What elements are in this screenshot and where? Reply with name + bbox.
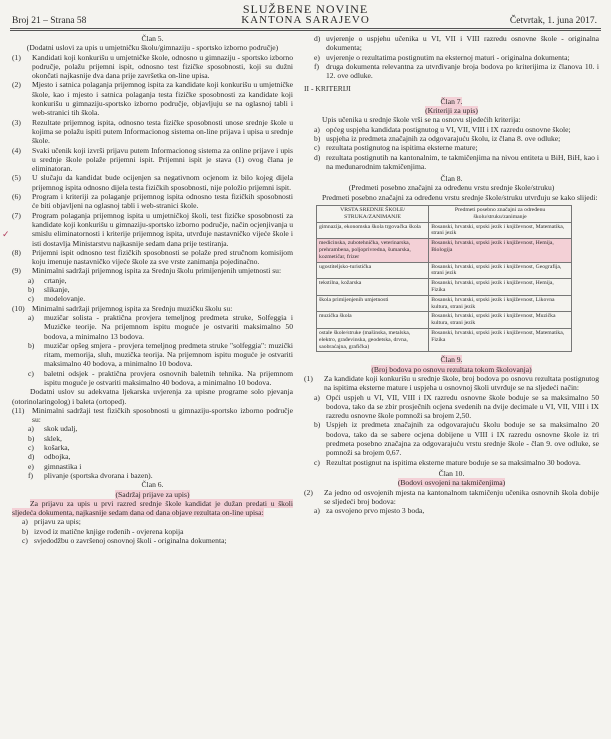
sub-item-letter: a) — [314, 506, 320, 516]
sub-item — [304, 34, 599, 53]
article-8-title: Član 8. — [440, 174, 463, 184]
table-cell: Bosanski, hrvatski, srpski jezik i književnost, Muzička kultura, strani jezik — [429, 312, 572, 329]
sub-item — [12, 424, 293, 433]
article-10-subtitle: (Bodovi osvojeni na takmičenjima) — [397, 478, 506, 488]
sub-item-text: uvjerenje o uspjehu učenika u VI, VII i VIII razredu osnovne škole - originalna dokumenta; — [326, 34, 599, 53]
sub-item — [12, 443, 293, 452]
item-number: (3) — [12, 117, 21, 127]
item-number: (8) — [12, 247, 21, 257]
sub-item-text: uspjeha iz predmeta značajnih za odgovarajuću školu, iz člana 8. ove odluke; — [326, 133, 561, 143]
sub-item-text: slikanje, — [44, 285, 70, 295]
table-cell: Bosanski, hrvatski, srpski jezik i književnost, Matematika, Fizika — [429, 329, 572, 352]
sub-item-text: sklek, — [44, 433, 62, 443]
sub-item-text: Rezultat postignut na ispitima eksterne mature boduje se sa maksimalno 30 bodova. — [326, 457, 581, 467]
table-row — [317, 329, 572, 352]
sub-item-letter: b) — [28, 285, 35, 295]
sub-item-letter: d) — [314, 152, 321, 162]
sub-item-letter: f) — [28, 470, 34, 480]
article-5-subtitle: (Dodatni uslovi za upis u umjetničku školu/gimnaziju - sportsko izborno područje) — [26, 43, 279, 53]
article-7-subtitle: (Kriteriji za upis) — [425, 106, 478, 116]
table-header-row — [317, 206, 572, 223]
sub-item — [12, 313, 293, 341]
sub-item-letter: a) — [314, 392, 320, 402]
issue-number: Broj 21 – Strana 58 — [12, 16, 87, 26]
sub-item-text: općeg uspjeha kandidata postignutog u VI, VII, VIII i IX razredu osnovne škole; — [326, 124, 571, 134]
table-row — [317, 222, 572, 239]
article-5-title: Član 5. — [141, 34, 164, 43]
header-rule-2 — [10, 30, 601, 31]
sub-item-letter: e) — [28, 461, 34, 471]
sub-item-letter: a) — [28, 275, 34, 285]
sub-item-letter: f) — [314, 61, 320, 71]
item-number: (5) — [12, 173, 21, 183]
sub-item — [12, 294, 293, 303]
sub-item-text: rezultata postignutog na ispitima eksterne mature; — [326, 143, 478, 153]
sub-item-text: prijavu za upis; — [34, 517, 81, 527]
ballet-note: Dodatni uslov su adekvatna ljekarska uvjerenja za upisne programe solo pjevanja (otorinolaringolog) i baleta (ortoped). — [12, 387, 293, 406]
column-header: VRSTA SREDNJE ŠKOLE/ STRUKA/ZANIMANJE — [317, 206, 429, 223]
item-text: Mjesto i satnica polaganja prijemnog ispita za kandidate koji konkurišu u umjetničke škole, kao i mjesto i satnica polaganja testa fizičke sposobnosti za kandidate koji konkurišu u gimnaziju-sportsko izborno područje, objavljuju se na oglasnoj tabli i web-stranici tih škola. — [32, 80, 293, 118]
sub-item — [12, 471, 293, 480]
article-6-intro: Za prijavu za upis u prvi razred srednje škole kandidat je dužan predati u školi sljedeća dokumenta, najkasnije sedam dana od dana objave rezultata on-line upisa: — [12, 498, 293, 518]
sub-item — [12, 369, 293, 388]
sub-item-text: modelovanje. — [44, 294, 86, 304]
sub-item-letter: d) — [314, 34, 321, 43]
sub-item-text: gimnastika i — [44, 461, 82, 471]
section-heading: II - KRITERIJI — [304, 84, 351, 94]
sub-item — [304, 134, 599, 143]
table-cell: škola primijenjenih umjetnosti — [317, 295, 429, 312]
list-item — [12, 118, 293, 146]
sub-item — [304, 62, 599, 81]
sub-item-text: uvjerenje o rezultatima postignutim na eksternoj maturi - originalna dokumenta; — [326, 52, 570, 62]
item-text: Za kandidate koji konkurišu u srednje škole, broj bodova po osnovu rezultata postignutog na ispitima eksterne mature i uspjeha u osnovnoj školi utvrđuje se na sljedeći način: — [324, 373, 599, 393]
sub-item-text: plivanje (sportska dvorana i bazen). — [44, 470, 153, 480]
column-header: Predmeti posebno značajni za određenu školu/struku/zanimanje — [429, 206, 572, 223]
item-number: (6) — [12, 192, 21, 202]
sub-item — [304, 153, 599, 172]
sub-item — [304, 420, 599, 457]
list-item — [12, 192, 293, 211]
list-item — [12, 406, 293, 425]
sub-item — [12, 517, 293, 526]
list-item — [12, 53, 293, 81]
table-row — [317, 295, 572, 312]
sub-item-text: Uspjeh iz predmeta značajnih za odgovarajuću školu boduje se sa maksimalno 20 bodova, tako da se sabere ocjena dobijene u VIII i IX razredu osnovne škole iz tri predmeta posebno značajna za odgovarajuću vrstu srednje škole - član 9. ove odluke, se pomnoži sa brojem 0,67. — [326, 420, 599, 458]
table-cell: muzička škola — [317, 312, 429, 329]
item-text: U slučaju da kandidat bude ocijenjen sa negativnom ocjenom iz bilo kojeg dijela prijemnog ispita odnosno dijela testa fizičkih sposobnosti, nije položio prijemni ispit. — [32, 173, 293, 192]
canton-name: KANTONA SARAJEVO — [241, 14, 370, 26]
sub-item-letter: c) — [314, 143, 320, 153]
margin-check-mark: ✓ — [2, 229, 10, 239]
table-row — [317, 262, 572, 279]
sub-item-letter: b) — [22, 526, 29, 536]
list-item — [12, 211, 293, 248]
table-cell: ostale škole/struke (mašinska, metalska, elektro, građevinska, geodetska, drvna, saobraćajna, grafička) — [317, 329, 429, 352]
article-10-title: Član 10. — [438, 468, 465, 478]
sub-item — [304, 506, 599, 515]
sub-item-text: odbojka, — [44, 452, 71, 462]
list-item — [12, 80, 293, 117]
item-text: Minimalni sadržaji prijemnog ispita za Srednju muzičku školu su: — [32, 303, 233, 313]
sub-item-letter: b) — [28, 433, 35, 443]
sub-item-letter: c) — [28, 443, 34, 453]
sub-item-text: crtanje, — [44, 275, 67, 285]
item-number: (9) — [12, 266, 21, 276]
article-8-intro: Predmeti posebno značajni za određenu vrstu srednje škole/struku utvrđuju se kako slijedi: — [322, 192, 598, 202]
sub-item-letter: c) — [28, 294, 34, 304]
item-number: (2) — [304, 487, 313, 497]
sub-item — [12, 536, 293, 545]
sub-item-text: za osvojeno prvo mjesto 3 boda, — [326, 506, 425, 516]
table-row — [317, 239, 572, 262]
table-row — [317, 279, 572, 296]
item-text: Minimalni sadržaji test fizičkih sposobnosti u gimnaziju-sportsko izborno područje su: — [32, 405, 293, 425]
item-number: (1) — [12, 52, 21, 62]
table-cell: medicinska, zubotehnička, veterinarska, prehrambena, poljoprivredna, šumarska, kozmetičar, frizer — [317, 239, 429, 262]
item-number: (2) — [12, 80, 21, 90]
sub-item-text: rezultata postignutih na kantonalnim, te takmičenjima na nivou entiteta u BiH, BiH, kao i na međunarodnim takmičenjima. — [326, 152, 599, 171]
sub-item-text: muzičar opšeg smjera - provjera temeljnog predmeta struke "solfeggia": muzički ritam, memorija, sluh, muzička teorija. Na prijemnom ispitu moguće je ostvariti maksimalno 40 bodova, a minimalno 10 bodova. — [44, 340, 293, 369]
subjects-table — [316, 205, 572, 352]
item-text: Kandidati koji konkurišu u umjetničke škole, odnosno u gimnaziju - sportsko izborno područje, polažu prijemni ispit, odnosno test fizičke sposobnosti, koji su dužni okončati najkasnije dva dana prije završetka on-line upisa. — [32, 52, 293, 81]
list-item — [12, 248, 293, 267]
sub-item — [304, 53, 599, 62]
table-cell: ugostiteljsko-turistička — [317, 262, 429, 279]
item-number: (4) — [12, 145, 21, 155]
table-cell: Bosanski, hrvatski, srpski jezik i književnost, Matematika, strani jezik — [429, 222, 572, 239]
sub-item — [12, 276, 293, 285]
sub-item — [12, 462, 293, 471]
list-item — [12, 173, 293, 192]
sub-item-letter: c) — [22, 536, 28, 546]
sub-item-text: skok udalj, — [44, 424, 78, 434]
header-rule — [10, 28, 601, 29]
article-6-title: Član 6. — [141, 480, 164, 490]
sub-item — [304, 143, 599, 152]
sub-item-text: svjedodžbu o završenoj osnovnoj školi - originalna dokumenta; — [34, 536, 227, 546]
item-number: (10) — [12, 303, 25, 313]
table-cell: Bosanski, hrvatski, srpski jezik i književnost, Hemija, Biologija — [429, 239, 572, 262]
right-column — [304, 34, 599, 515]
sub-item — [12, 452, 293, 461]
sub-item-text: muzičar solista - praktična provjera temeljnog predmeta struke, Solfeggia i Muzičke teorije. Na prijemnom ispitu moguće je ostvariti maksimalno 50 bodova, a minimalno 13 bodova. — [44, 312, 293, 341]
list-item — [304, 488, 599, 507]
sub-item — [304, 393, 599, 421]
item-text: Program polaganja prijemnog ispita u umjetničkoj školi, test fizičke sposobnosti za kandidate koji konkurišu u gimnaziju-sportsko izborno područje, način ocjenjivanja u smislu eliminatornosti i kriterije prijemnog ispita, utvrđuje nastavničko vijeće škole i isti dostavlja Ministarstvu najkasnije sedam dana prije testiranja. — [32, 210, 293, 248]
item-text: Prijemni ispit odnosno test fizičkih sposobnosti se polaže pred stručnom komisijom koju imenuje nastavničko vijeće škole za sve vrste zanimanja pojedinačno. — [32, 247, 293, 267]
sub-item-letter: c) — [28, 368, 34, 378]
table-cell: Bosanski, hrvatski, srpski jezik i književnost, Geografija, strani jezik — [429, 262, 572, 279]
table-row — [317, 312, 572, 329]
sub-item-letter: d) — [28, 452, 35, 462]
sub-item — [304, 125, 599, 134]
sub-item-text: Opći uspjeh u VI, VII, VIII i IX razredu osnovne škole boduje se sa maksimalno 50 bodova, tako da se zbir prosječnih ocjena svedenih na dvije decimale u VI, VII, VIII i IX razredu osnovne škole pomnoži sa brojem 2,50. — [326, 392, 599, 421]
list-item — [12, 266, 293, 275]
article-7-title: Član 7. — [440, 96, 463, 106]
sub-item-text: izvod iz matične knjige rođenih - ovjerena kopija — [34, 526, 184, 536]
sub-item-letter: b) — [314, 420, 321, 430]
list-item — [12, 304, 293, 313]
sub-item — [12, 341, 293, 369]
sub-item — [12, 285, 293, 294]
issue-date: Četvrtak, 1. juna 2017. — [509, 16, 597, 26]
table-cell: Bosanski, hrvatski, srpski jezik i književnost, Likovna kultura, strani jezik — [429, 295, 572, 312]
table-cell: Bosanski, hrvatski, srpski jezik i književnost, Hemija, Fizika — [429, 279, 572, 296]
sub-item-letter: a) — [314, 124, 320, 134]
item-text: Rezultate prijemnog ispita, odnosno testa fizičke sposobnosti unose srednje škole u kojima se polažu ispiti putem Informacionog sistema on-line prijava i upisa u srednje škole. — [32, 117, 293, 146]
left-column — [12, 34, 293, 545]
sub-item — [12, 527, 293, 536]
sub-item-letter: b) — [28, 340, 35, 350]
sub-item-letter: a) — [22, 517, 28, 527]
item-number: (11) — [12, 405, 25, 415]
sub-item-letter: a) — [28, 424, 34, 434]
sub-item-text: baletni odsjek - praktična provjera osnovnih baletnih tehnika. Na prijemnom ispitu moguće je ostvariti maksimalno 40 bodova, a minimalno 10 bodova. — [44, 368, 293, 387]
article-9-title: Član 9. — [440, 355, 463, 365]
sub-item-letter: a) — [28, 312, 34, 322]
article-8-subtitle: (Predmeti posebno značajni za određenu vrstu srednje škole/struku) — [348, 183, 555, 193]
item-number: (1) — [304, 373, 313, 383]
table-cell: tekstilna, kožarska — [317, 279, 429, 296]
sub-item-text: druga dokumenta relevantna za utvrđivanje broja bodova po kriterijima iz članova 10. i 12. ove odluke. — [326, 61, 599, 81]
item-text: Za jedno od osvojenih mjesta na kantonalnom takmičenju učenika osnovnih škola dobije se sljedeći broj bodova: — [324, 487, 599, 506]
item-text: Svaki učenik koji izvrši prijavu putem Informacionog sistema za online prijave i upis u srednje škole polaže prijemni ispit. Prijemni ispit je stava (1) ovog člana je eliminatoran. — [32, 145, 293, 174]
list-item — [304, 374, 599, 393]
article-7-intro: Upis učenika u srednje škole vrši se na osnovu sljedećih kriterija: — [322, 115, 521, 125]
sub-item-letter: e) — [314, 52, 320, 62]
item-number: (7) — [12, 210, 21, 220]
list-item — [12, 146, 293, 174]
sub-item — [304, 458, 599, 467]
newspaper-title: SLUŽBENE NOVINE — [242, 2, 369, 16]
sub-item-letter: b) — [314, 133, 321, 143]
item-text: Program i kriteriji za polaganje prijemnog ispita odnosno testa fizičkih sposobnosti će biti objavljeni na oglasnoj tabli i web-stranici škole. — [32, 192, 293, 211]
item-text: Minimalni sadržaji prijemnog ispita za Srednju školu primijenjenih umjetnosti su: — [32, 266, 282, 276]
sub-item-text: košarka, — [44, 443, 70, 453]
table-cell: gimnazija, ekonomska škola trgovačka škola — [317, 222, 429, 239]
sub-item — [12, 434, 293, 443]
article-6-subtitle: (Sadržaj prijave za upis) — [115, 489, 190, 499]
article-9-subtitle: (Broj bodova po osnovu rezultata tokom školovanja) — [371, 364, 532, 374]
sub-item-letter: c) — [314, 457, 320, 467]
